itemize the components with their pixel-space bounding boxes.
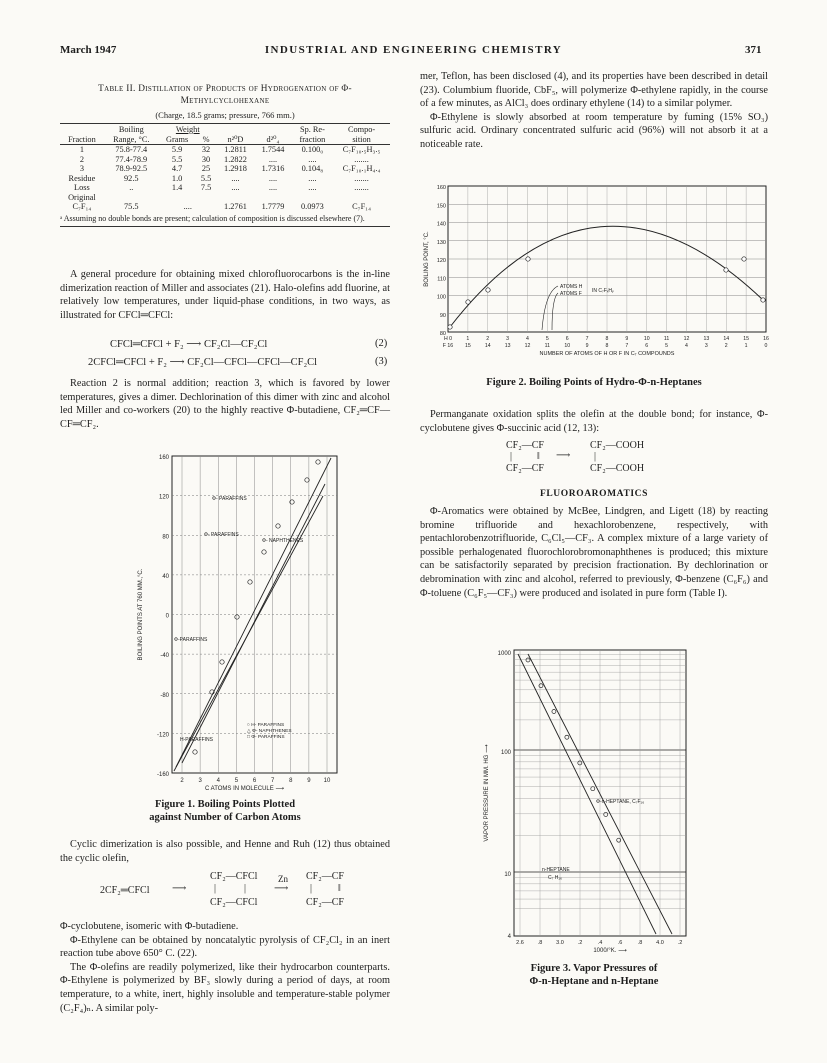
y-tick-label: 100 bbox=[500, 750, 511, 756]
y-tick-label: 80 bbox=[439, 331, 446, 337]
legend-entry: △ Φ- NAPHTHENES bbox=[247, 729, 292, 734]
figure-3-chart bbox=[478, 646, 713, 958]
x-tick-label-f: F 16 bbox=[442, 343, 454, 349]
x-tick-label: 3 bbox=[198, 778, 202, 784]
table-title: Table II. Distillation of Products of Hydrogenation of Φ-Methylcyclohexane bbox=[98, 84, 352, 106]
data-point bbox=[724, 268, 728, 272]
y-tick-label: 110 bbox=[437, 276, 446, 283]
paragraph: Permanganate oxidation splits the olefin at the double bond; for instance, Φ-cyclobutene gives Φ-succinic acid (12, 13): bbox=[420, 409, 768, 434]
data-point bbox=[220, 660, 224, 664]
y-axis-label: BOILING POINT, °C. bbox=[424, 231, 430, 287]
x-tick-label: 7 bbox=[270, 778, 275, 784]
x-tick-label-f: 7 bbox=[625, 343, 629, 349]
table-row-original-label: Original bbox=[68, 192, 96, 202]
eq-ring-1-top: CF₂—CFCl bbox=[210, 871, 258, 882]
figure-1-caption-line-2: against Number of Carbon Atoms bbox=[149, 812, 301, 823]
annotation-leader bbox=[542, 286, 558, 330]
paragraph: Cyclic dimerization is also possible, and Henne and Ruh (12) thus obtained the cyclic olefin, bbox=[60, 839, 390, 864]
x-tick-label-h: 11 bbox=[663, 336, 670, 342]
x-tick-label: 3.0 bbox=[556, 940, 564, 946]
x-axis-label: NUMBER OF ATOMS OF H OR F IN C₇ COMPOUNDS bbox=[539, 351, 675, 357]
y-tick-label: 150 bbox=[436, 203, 446, 210]
y-tick-label: 120 bbox=[158, 494, 169, 501]
data-point bbox=[565, 735, 569, 739]
data-point bbox=[276, 524, 280, 528]
x-tick-label-f: 14 bbox=[484, 343, 491, 349]
x-tick-label: .6 bbox=[617, 940, 623, 946]
left-text-block-3 bbox=[60, 838, 390, 865]
x-tick-label-h: 3 bbox=[506, 336, 510, 342]
x-tick-label: .8 bbox=[537, 940, 543, 946]
x-tick-label-h: 14 bbox=[723, 336, 730, 342]
x-tick-label-h: 8 bbox=[605, 336, 609, 342]
x-tick-label: 4 bbox=[216, 778, 220, 784]
y-axis-label: VAPOR PRESSURE IN MM. HG ⟶ bbox=[484, 744, 490, 842]
data-point bbox=[604, 812, 608, 816]
data-point bbox=[539, 684, 543, 688]
x-tick-label-h: 5 bbox=[545, 336, 549, 342]
eq-acid-bottom: CF₂—COOH bbox=[590, 463, 645, 474]
data-point bbox=[591, 787, 595, 791]
x-tick-label: 9 bbox=[307, 778, 311, 784]
data-point bbox=[235, 615, 239, 619]
eq-ring-bottom: CF₂—CF bbox=[506, 463, 544, 474]
figure-2-caption: Figure 2. Boiling Points of Hydro-Φ-n-Heptanes bbox=[486, 377, 702, 388]
figure-3-caption-line-2: Φ-n-Heptane and n-Heptane bbox=[529, 976, 659, 987]
x-tick-label-h: 16 bbox=[763, 336, 769, 342]
x-tick-label: 2 bbox=[180, 778, 184, 784]
paragraph: Reaction 2 is normal addition; reaction 3, which is favored by lower temperatures, gives a dimer. Dechlorination of this dimer with zinc and alcohol led Miller and co-workers (20) to the highly reactive Φ-butadiene, CF₂═CF—CF═CF₂. bbox=[60, 378, 390, 430]
series-label: n-HEPTANE bbox=[542, 867, 570, 873]
section-heading-fluoroaromatics: FLUOROAROMATICS bbox=[539, 489, 649, 499]
eq-ring-2-top: CF₂—CF bbox=[306, 871, 344, 882]
x-tick-label-h: 1 bbox=[466, 336, 470, 342]
cyclic-dimerization-equation: 2CF₂═CFCl ⟶ CF₂—CFCl | | CF₂—CFCl Zn ⟶ CF₂—CF | ‖ CF₂—CF bbox=[100, 871, 344, 908]
x-tick-label-f: 10 bbox=[564, 343, 571, 349]
eq-ring-2-bottom: CF₂—CF bbox=[306, 897, 344, 908]
arrow-icon: ⟶ bbox=[274, 883, 289, 894]
series-line-n-heptane bbox=[518, 654, 656, 934]
x-tick-label-f: 9 bbox=[585, 343, 589, 349]
x-tick-label-h: H 0 bbox=[443, 336, 453, 342]
series-label: Φ-PARAFFINS bbox=[174, 637, 208, 643]
right-text-block-3 bbox=[420, 505, 768, 600]
y-tick-label: 10 bbox=[504, 872, 511, 878]
paragraph: Φ-cyclobutene, isomeric with Φ-butadiene. bbox=[60, 921, 239, 932]
y-tick-label: 90 bbox=[439, 312, 446, 319]
y-tick-label: 4 bbox=[507, 934, 511, 940]
table-2 bbox=[60, 84, 390, 227]
y-tick-label: -80 bbox=[160, 692, 169, 699]
table-header-row-2: Fraction Range, °C. Grams % n²⁰D d²⁰₄ fraction sition bbox=[60, 135, 390, 145]
annotation: IN C₇FₓHᵧ bbox=[592, 288, 614, 294]
data-point bbox=[526, 257, 530, 261]
data-point bbox=[761, 298, 765, 302]
x-tick-label-f: 2 bbox=[724, 343, 728, 349]
series-label: Φ- PARAFFINS bbox=[204, 532, 239, 538]
x-tick-label-h: 6 bbox=[565, 336, 569, 342]
y-tick-label: 160 bbox=[436, 185, 446, 191]
arrow-icon: ⟶ bbox=[172, 883, 187, 894]
header-journal: INDUSTRIAL AND ENGINEERING CHEMISTRY bbox=[264, 44, 563, 56]
x-tick-label-f: 1 bbox=[744, 343, 748, 349]
x-tick-label-f: 11 bbox=[544, 343, 551, 349]
series-curve bbox=[450, 226, 763, 327]
x-tick-label-f: 6 bbox=[645, 343, 649, 349]
header-page-number: 371 bbox=[745, 44, 762, 56]
data-point bbox=[552, 709, 556, 713]
left-text-block bbox=[60, 268, 390, 322]
left-text-block-2 bbox=[60, 377, 390, 431]
data-point bbox=[305, 478, 309, 482]
y-tick-label: 80 bbox=[162, 534, 169, 541]
x-tick-label: 8 bbox=[289, 778, 293, 784]
y-tick-label: 0 bbox=[165, 613, 169, 620]
x-tick-label: 10 bbox=[323, 778, 331, 784]
data-point bbox=[466, 300, 470, 304]
table-body bbox=[60, 125, 390, 212]
table-header-row-1: Boiling Weight Sp. Re- Compo- bbox=[118, 125, 376, 134]
table-row-original: C₇F₁₄ 75.5 .... 1.2761 1.7779 0.0973 C₇F₁₄ bbox=[72, 202, 371, 211]
table-footnote: ᵃ Assuming no double bonds are present; calculation of composition is discussed elsewhere (7). bbox=[60, 213, 365, 223]
y-tick-label: 40 bbox=[162, 573, 169, 580]
x-axis-label: 1000/°K. ⟶ bbox=[593, 948, 627, 954]
right-text-block bbox=[420, 70, 768, 152]
equation-3-number: (3) bbox=[375, 356, 388, 367]
table-row: Residue 92.5 1.0 5.5 .... .... .... ....... bbox=[68, 173, 369, 183]
eq-lhs: 2CF₂═CFCl bbox=[100, 885, 150, 896]
x-tick-label-f: 15 bbox=[464, 343, 471, 349]
series-label: Φ- NAPHTHENES bbox=[262, 538, 304, 544]
x-tick-label-h: 7 bbox=[585, 336, 589, 342]
figure-1-chart bbox=[132, 448, 342, 793]
data-point bbox=[526, 658, 530, 662]
eq-acid-top: CF₂—COOH bbox=[590, 440, 645, 451]
x-tick-label: 5 bbox=[234, 778, 239, 784]
figure-1-caption-line-1: Figure 1. Boiling Points Plotted bbox=[154, 799, 296, 810]
table-row: Loss .. 1.4 7.5 .... .... .... ....... bbox=[74, 183, 369, 192]
data-point bbox=[316, 460, 320, 464]
y-tick-label: -40 bbox=[160, 653, 169, 660]
left-text-block-4 bbox=[60, 920, 390, 1015]
y-tick-label: 160 bbox=[158, 455, 169, 461]
annotation: ATOMS H bbox=[560, 284, 583, 290]
data-point bbox=[193, 750, 197, 754]
x-tick-label-h: 13 bbox=[703, 336, 710, 342]
x-tick-label-h: 2 bbox=[486, 336, 490, 342]
x-tick-label-f: 3 bbox=[704, 343, 708, 349]
series-label: C₇ H₁₆ bbox=[548, 875, 563, 881]
legend-entry: □ Φ- PARAFFINS bbox=[247, 735, 285, 740]
series-label: Φ-n-HEPTANE, C₇F₁₆ bbox=[596, 799, 645, 805]
data-point bbox=[486, 288, 490, 292]
paragraph: Φ-Ethylene can be obtained by noncatalytic pyrolysis of CF₂Cl₂ in an inert reaction tube above 650° C. (22). bbox=[60, 934, 390, 960]
x-tick-label-h: 12 bbox=[683, 336, 690, 342]
series-line-fluoro-paraffins bbox=[176, 458, 331, 767]
arrow-icon: ⟶ bbox=[556, 450, 571, 461]
x-tick-label-f: 8 bbox=[605, 343, 609, 349]
x-tick-label-h: 10 bbox=[643, 336, 650, 342]
y-tick-label: 140 bbox=[436, 221, 446, 228]
x-tick-label-f: 13 bbox=[504, 343, 511, 349]
data-point bbox=[742, 257, 746, 261]
x-tick-label-h: 15 bbox=[743, 336, 750, 342]
data-point bbox=[290, 500, 294, 504]
x-tick-label: 4.0 bbox=[656, 940, 664, 946]
figure-2-chart bbox=[420, 180, 770, 372]
equation-2-number: (2) bbox=[375, 338, 388, 349]
x-tick-label: .4 bbox=[597, 940, 603, 946]
eq-ring-top: CF₂—CF bbox=[506, 440, 544, 451]
y-axis-label: BOILING POINTS AT 760 MM.,°C. bbox=[138, 568, 144, 661]
succinic-acid-equation: CF₂—CF | ‖ CF₂—CF ⟶ CF₂—COOH | CF₂—COOH bbox=[506, 440, 645, 474]
x-tick-label: .2 bbox=[677, 940, 683, 946]
table-row: 3 78.9-92.5 4.7 25 1.2918 1.7316 0.104₈ C₇F₁₀.₁H₄.₄ bbox=[79, 164, 381, 173]
series-label: Φ- PARAFFINS bbox=[212, 496, 247, 502]
x-tick-label: 2.6 bbox=[516, 940, 524, 946]
paragraph: Φ-Ethylene is slowly absorbed at room temperature by fuming (15% SO₃) sulfuric acid. Ordinary concentrated sulfuric acid (96%) will not absorb it at a noticeable rate. bbox=[420, 111, 768, 150]
annotation-leader bbox=[552, 293, 558, 330]
y-tick-label: 100 bbox=[436, 294, 446, 301]
x-tick-label-f: 4 bbox=[685, 343, 688, 349]
y-tick-label: 120 bbox=[436, 258, 446, 264]
x-tick-label: .8 bbox=[637, 940, 643, 946]
y-tick-label: -120 bbox=[156, 732, 169, 739]
paragraph: A general procedure for obtaining mixed chlorofluorocarbons is the in-line dimerization reaction of Miller and associates (21). Halo-olefins add fluorine, at relatively low temperatures, under liquid-phase conditions, in two ways, as illustrated for CFCl═CFCl: bbox=[60, 269, 390, 321]
table-row: 1 75.8-77.4 5.9 32 1.2811 1.7544 0.100₀ C₇F₁₀.₅H₃.₅ bbox=[79, 145, 381, 154]
data-point bbox=[448, 325, 452, 329]
x-tick-label: 6 bbox=[252, 778, 257, 784]
right-text-block-2 bbox=[420, 408, 768, 435]
paragraph: Φ-Aromatics were obtained by McBee, Lindgren, and Ligett (18) by reacting bromine trifluoride and hexachlorobenzene, respectively, with pentachlorobenzotrifluoride, C₆Cl₅—CF₃. A complex mixture of a large variety of possible perhalogenated fluorochlorobromonaphthenes is produced; this mixture can be satisfactorily separated by precision fractionation. By dechlorination or debromination with zinc and alcohol, referred to previously, Φ-benzene (C₆F₆) and Φ-toluene (C₆F₅—CF₃) were produced and isolated in pure form (Table I). bbox=[420, 506, 768, 599]
table-charge: (Charge, 18.5 grams; pressure, 766 mm.) bbox=[155, 110, 295, 120]
x-tick-label-h: 9 bbox=[625, 336, 629, 342]
series-label: H-PARAFFINS bbox=[180, 737, 213, 743]
x-tick-label-f: 12 bbox=[524, 343, 531, 349]
equation-2: CFCl═CFCl + F₂ ⟶ CF₂Cl—CF₂Cl bbox=[110, 339, 268, 350]
x-tick-label-h: 4 bbox=[526, 336, 529, 342]
data-point bbox=[262, 550, 266, 554]
y-tick-label: 130 bbox=[436, 239, 446, 246]
eq-zn-label: Zn bbox=[278, 874, 288, 884]
eq-ring-1-bottom: CF₂—CFCl bbox=[210, 897, 258, 908]
header-date: March 1947 bbox=[60, 44, 117, 56]
data-point bbox=[248, 580, 252, 584]
x-tick-label-f: 0 bbox=[764, 343, 768, 349]
figure-3-caption-line-1: Figure 3. Vapor Pressures of bbox=[530, 963, 658, 974]
y-tick-label: 1000 bbox=[497, 651, 511, 657]
paragraph: The Φ-olefins are readily polymerized, like their hydrocarbon counterparts. Φ-Ethylene is polymerized by BF₃ slowly during a period of days, at room temperature, to a white, inert, highly insoluble and temperature-stable polymer (C₂F₄)ₙ. A similar poly- bbox=[60, 961, 390, 1014]
paragraph: mer, Teflon, has been disclosed (4), and its properties have been described in detail (23). Columbium fluoride, CbF₅, will polymerize Φ-ethylene rapidly, in the course of a few minutes, as AlCl₃ does ordinary ethylene (14) to a similar polymer. bbox=[420, 71, 768, 110]
table-row: 2 77.4-78.9 5.5 30 1.2822 .... .... ....... bbox=[79, 154, 369, 164]
y-tick-label: -160 bbox=[156, 772, 169, 778]
x-tick-label-f: 5 bbox=[665, 343, 669, 349]
equation-3: 2CFCl═CFCl + F₂ ⟶ CF₂Cl—CFCl—CFCl—CF₂Cl bbox=[88, 357, 318, 368]
x-tick-label: .2 bbox=[577, 940, 583, 946]
annotation: ATOMS F bbox=[560, 291, 582, 297]
x-axis-label: C ATOMS IN MOLECULE ⟶ bbox=[204, 786, 285, 792]
legend-entry: ○ H- PARAFFINS bbox=[247, 723, 285, 728]
